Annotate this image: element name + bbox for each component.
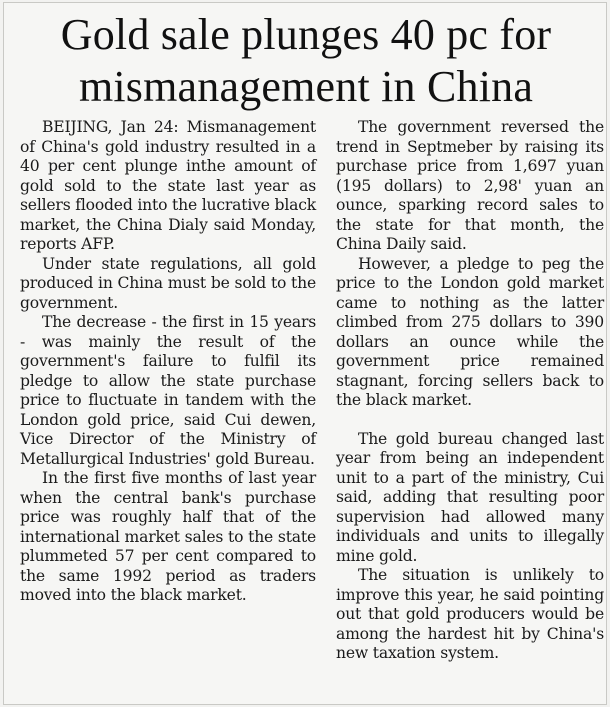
paragraph-pledge-to-peg: However, a pledge to peg the price to the London gold market came to nothing as the latter climbed from 275 dollars to 390 dollars an ounce while the government price remained stagnant, forcing sellers back to the black market. bbox=[336, 254, 604, 409]
paragraph-regulations: Under state regulations, all gold produced in China must be sold to the government. bbox=[20, 254, 316, 312]
paragraph-gold-bureau: The gold bureau changed last year from being an independent unit to a part of the ministry, Cui said, adding that resulting poor supervision had allowed many individuals and units to illegally mine gold. bbox=[336, 429, 604, 565]
paragraph-decrease: The decrease - the first in 15 years - was mainly the result of the government's failure to fulfil its pledge to allow the state purchase price to fluctuate in tandem with the London gold price, said Cui dewen, Vice Director of the Ministry of Metallurgical Industries' gold Bureau. bbox=[20, 313, 316, 468]
paragraph-dateline-lead: BEIJING, Jan 24: Mismanagement of China's gold industry resulted in a 40 per cent plunge inthe amount of gold sold to the state last year as sellers flooded into the lucrative black market, the China Dialy said Monday, reports AFP. bbox=[20, 118, 316, 253]
article-column-left bbox=[20, 118, 316, 606]
paragraph-government-reversed: The government reversed the trend in Septmeber by raising its purchase price from 1,697 yuan (195 dollars) to 2,98' yuan an ounce, sparking record sales to the state for that month, the China Daily said. bbox=[336, 118, 604, 253]
headline bbox=[10, 9, 602, 113]
article-column-right bbox=[336, 118, 604, 664]
newspaper-clipping bbox=[3, 2, 607, 705]
paragraph-situation: The situation is unlikely to improve this year, he said pointing out that gold producers would be among the hardest hit by China's new taxation system. bbox=[336, 566, 604, 662]
paragraph-first-five-months: In the first five months of last year when the central bank's purchase price was roughly half that of the international market sales to the state plummeted 57 per cent compared to the same 1992 period as traders moved into the black market. bbox=[20, 469, 316, 604]
headline-line-2: mismanagement in China bbox=[78, 62, 534, 111]
headline-line-1: Gold sale plunges 40 pc for bbox=[60, 10, 552, 59]
